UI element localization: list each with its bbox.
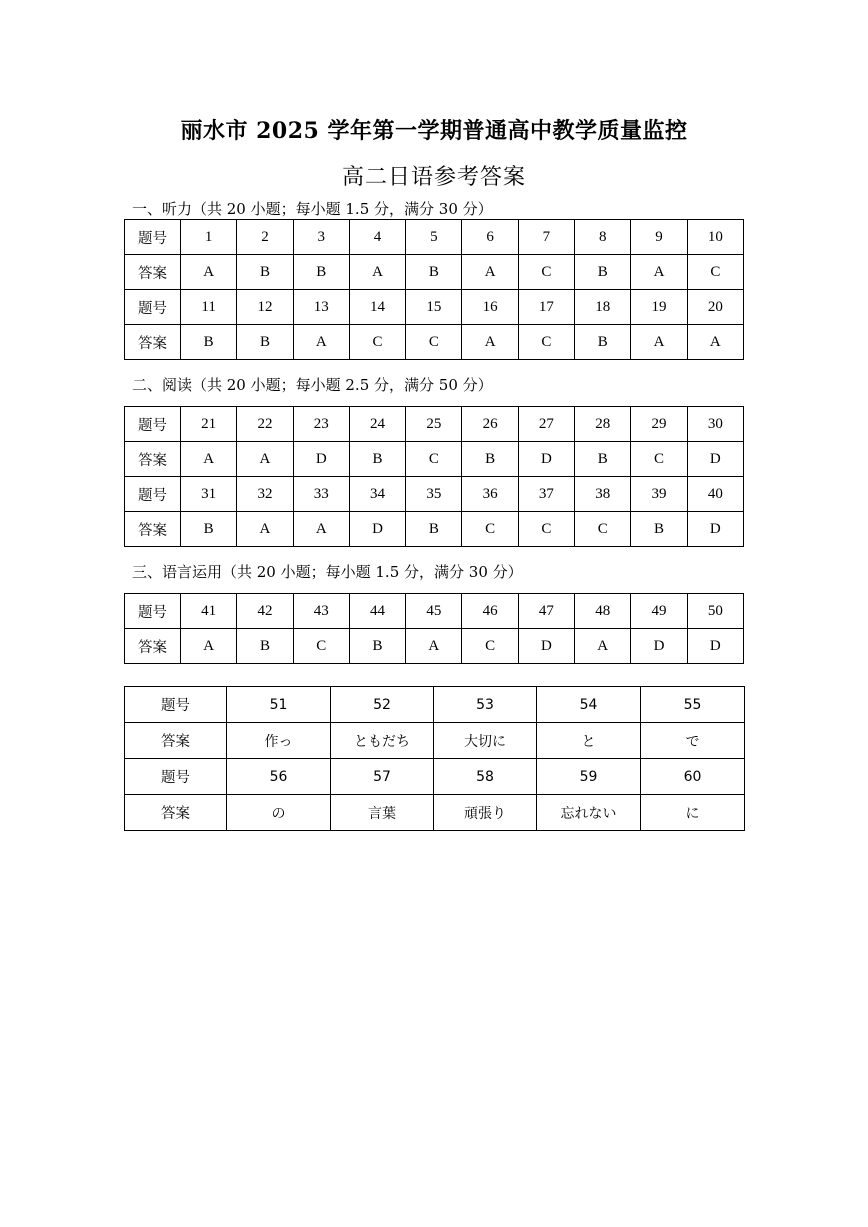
question-number-cell: 11 — [181, 290, 237, 325]
question-number-cell: 45 — [406, 594, 462, 629]
answer-cell: D — [518, 442, 574, 477]
question-number-cell: 4 — [349, 220, 405, 255]
table-row — [125, 594, 744, 629]
answer-cell: B — [575, 255, 631, 290]
document-title: 丽水市 2025 学年第一学期普通高中教学质量监控 — [180, 118, 688, 144]
question-number-cell: 8 — [575, 220, 631, 255]
answer-cell: A — [462, 325, 518, 360]
question-number-cell: 2 — [237, 220, 293, 255]
question-number-cell: 50 — [687, 594, 743, 629]
question-number-cell: 42 — [237, 594, 293, 629]
question-number-cell: 13 — [293, 290, 349, 325]
question-number-cell: 28 — [575, 407, 631, 442]
question-number-cell: 59 — [537, 759, 641, 795]
answer-cell: A — [293, 325, 349, 360]
table-row — [125, 759, 745, 795]
section-heading-reading: 二、阅读（共 20 小题；每小题 2.5 分，满分 50 分） — [132, 376, 493, 394]
table-row — [125, 325, 744, 360]
table-row — [125, 442, 744, 477]
question-number-cell: 36 — [462, 477, 518, 512]
answer-table-language-use — [124, 593, 744, 664]
table-row — [125, 290, 744, 325]
answer-cell: と — [537, 723, 641, 759]
question-number-label: 题号 — [125, 687, 227, 723]
question-number-cell: 15 — [406, 290, 462, 325]
question-number-cell: 3 — [293, 220, 349, 255]
question-number-cell: 32 — [237, 477, 293, 512]
question-number-cell: 17 — [518, 290, 574, 325]
question-number-cell: 34 — [349, 477, 405, 512]
question-number-cell: 44 — [349, 594, 405, 629]
question-number-cell: 51 — [227, 687, 331, 723]
table-row — [125, 512, 744, 547]
question-number-label: 题号 — [125, 477, 181, 512]
answer-cell: D — [687, 512, 743, 547]
answer-label: 答案 — [125, 629, 181, 664]
question-number-cell: 39 — [631, 477, 687, 512]
answer-cell: D — [293, 442, 349, 477]
answer-cell: 頑張り — [434, 795, 537, 831]
answer-cell: に — [641, 795, 745, 831]
answer-label: 答案 — [125, 255, 181, 290]
question-number-cell: 26 — [462, 407, 518, 442]
answer-cell: A — [181, 629, 237, 664]
question-number-cell: 6 — [462, 220, 518, 255]
question-number-cell: 54 — [537, 687, 641, 723]
question-number-cell: 16 — [462, 290, 518, 325]
question-number-cell: 46 — [462, 594, 518, 629]
question-number-cell: 30 — [687, 407, 743, 442]
answer-cell: B — [406, 255, 462, 290]
question-number-cell: 37 — [518, 477, 574, 512]
table-row — [125, 687, 745, 723]
table-row — [125, 477, 744, 512]
answer-cell: A — [631, 325, 687, 360]
answer-cell: C — [293, 629, 349, 664]
question-number-cell: 7 — [518, 220, 574, 255]
table-row — [125, 629, 744, 664]
question-number-cell: 58 — [434, 759, 537, 795]
question-number-label: 题号 — [125, 290, 181, 325]
answer-cell: の — [227, 795, 331, 831]
answer-cell: 忘れない — [537, 795, 641, 831]
document-subtitle: 高二日语参考答案 — [341, 165, 526, 190]
question-number-label: 题号 — [125, 220, 181, 255]
answer-cell: B — [181, 512, 237, 547]
answer-cell: C — [349, 325, 405, 360]
answer-cell: 作っ — [227, 723, 331, 759]
answer-cell: B — [293, 255, 349, 290]
answer-cell: 言葉 — [331, 795, 434, 831]
question-number-cell: 52 — [331, 687, 434, 723]
question-number-cell: 12 — [237, 290, 293, 325]
answer-cell: C — [518, 512, 574, 547]
question-number-label: 题号 — [125, 407, 181, 442]
question-number-cell: 9 — [631, 220, 687, 255]
answer-cell: B — [237, 629, 293, 664]
answer-cell: C — [687, 255, 743, 290]
answer-cell: D — [631, 629, 687, 664]
question-number-cell: 31 — [181, 477, 237, 512]
question-number-cell: 33 — [293, 477, 349, 512]
answer-cell: A — [687, 325, 743, 360]
answer-cell: A — [237, 442, 293, 477]
question-number-cell: 41 — [181, 594, 237, 629]
answer-label: 答案 — [125, 723, 227, 759]
answer-cell: A — [462, 255, 518, 290]
answer-cell: で — [641, 723, 745, 759]
answer-label: 答案 — [125, 795, 227, 831]
question-number-cell: 20 — [687, 290, 743, 325]
answer-cell: C — [406, 442, 462, 477]
question-number-cell: 23 — [293, 407, 349, 442]
question-number-cell: 40 — [687, 477, 743, 512]
question-number-label: 题号 — [125, 759, 227, 795]
question-number-cell: 49 — [631, 594, 687, 629]
answer-cell: 大切に — [434, 723, 537, 759]
section-heading-language-use: 三、语言运用（共 20 小题；每小题 1.5 分，满分 30 分） — [132, 563, 523, 581]
answer-cell: B — [181, 325, 237, 360]
answer-label: 答案 — [125, 512, 181, 547]
question-number-label: 题号 — [125, 594, 181, 629]
table-row — [125, 407, 744, 442]
question-number-cell: 38 — [575, 477, 631, 512]
answer-cell: C — [575, 512, 631, 547]
answer-cell: B — [462, 442, 518, 477]
answer-cell: B — [631, 512, 687, 547]
question-number-cell: 48 — [575, 594, 631, 629]
answer-cell: B — [406, 512, 462, 547]
question-number-cell: 22 — [237, 407, 293, 442]
question-number-cell: 5 — [406, 220, 462, 255]
answer-cell: A — [349, 255, 405, 290]
question-number-cell: 53 — [434, 687, 537, 723]
answer-cell: C — [462, 629, 518, 664]
answer-cell: ともだち — [331, 723, 434, 759]
question-number-cell: 57 — [331, 759, 434, 795]
section-heading-listening: 一、听力（共 20 小题；每小题 1.5 分，满分 30 分） — [132, 200, 493, 218]
answer-cell: B — [237, 255, 293, 290]
answer-label: 答案 — [125, 442, 181, 477]
table-row — [125, 723, 745, 759]
answer-cell: A — [575, 629, 631, 664]
table-row — [125, 795, 745, 831]
answer-cell: C — [631, 442, 687, 477]
question-number-cell: 19 — [631, 290, 687, 325]
answer-cell: D — [687, 629, 743, 664]
question-number-cell: 60 — [641, 759, 745, 795]
answer-cell: C — [518, 255, 574, 290]
answer-table-fill-in — [124, 686, 745, 831]
answer-cell: C — [518, 325, 574, 360]
answer-label: 答案 — [125, 325, 181, 360]
answer-cell: C — [406, 325, 462, 360]
answer-cell: A — [181, 442, 237, 477]
question-number-cell: 24 — [349, 407, 405, 442]
table-row — [125, 220, 744, 255]
answer-cell: A — [293, 512, 349, 547]
answer-cell: B — [349, 442, 405, 477]
answer-cell: B — [575, 325, 631, 360]
question-number-cell: 1 — [181, 220, 237, 255]
question-number-cell: 29 — [631, 407, 687, 442]
answer-cell: A — [631, 255, 687, 290]
question-number-cell: 27 — [518, 407, 574, 442]
question-number-cell: 56 — [227, 759, 331, 795]
question-number-cell: 25 — [406, 407, 462, 442]
question-number-cell: 14 — [349, 290, 405, 325]
answer-cell: C — [462, 512, 518, 547]
answer-cell: A — [181, 255, 237, 290]
answer-cell: B — [349, 629, 405, 664]
question-number-cell: 55 — [641, 687, 745, 723]
answer-cell: D — [349, 512, 405, 547]
answer-table-listening — [124, 219, 744, 360]
answer-cell: A — [406, 629, 462, 664]
answer-cell: D — [687, 442, 743, 477]
question-number-cell: 47 — [518, 594, 574, 629]
answer-cell: A — [237, 512, 293, 547]
question-number-cell: 43 — [293, 594, 349, 629]
answer-cell: B — [237, 325, 293, 360]
answer-table-reading — [124, 406, 744, 547]
question-number-cell: 21 — [181, 407, 237, 442]
question-number-cell: 35 — [406, 477, 462, 512]
question-number-cell: 18 — [575, 290, 631, 325]
answer-cell: D — [518, 629, 574, 664]
question-number-cell: 10 — [687, 220, 743, 255]
table-row — [125, 255, 744, 290]
answer-cell: B — [575, 442, 631, 477]
